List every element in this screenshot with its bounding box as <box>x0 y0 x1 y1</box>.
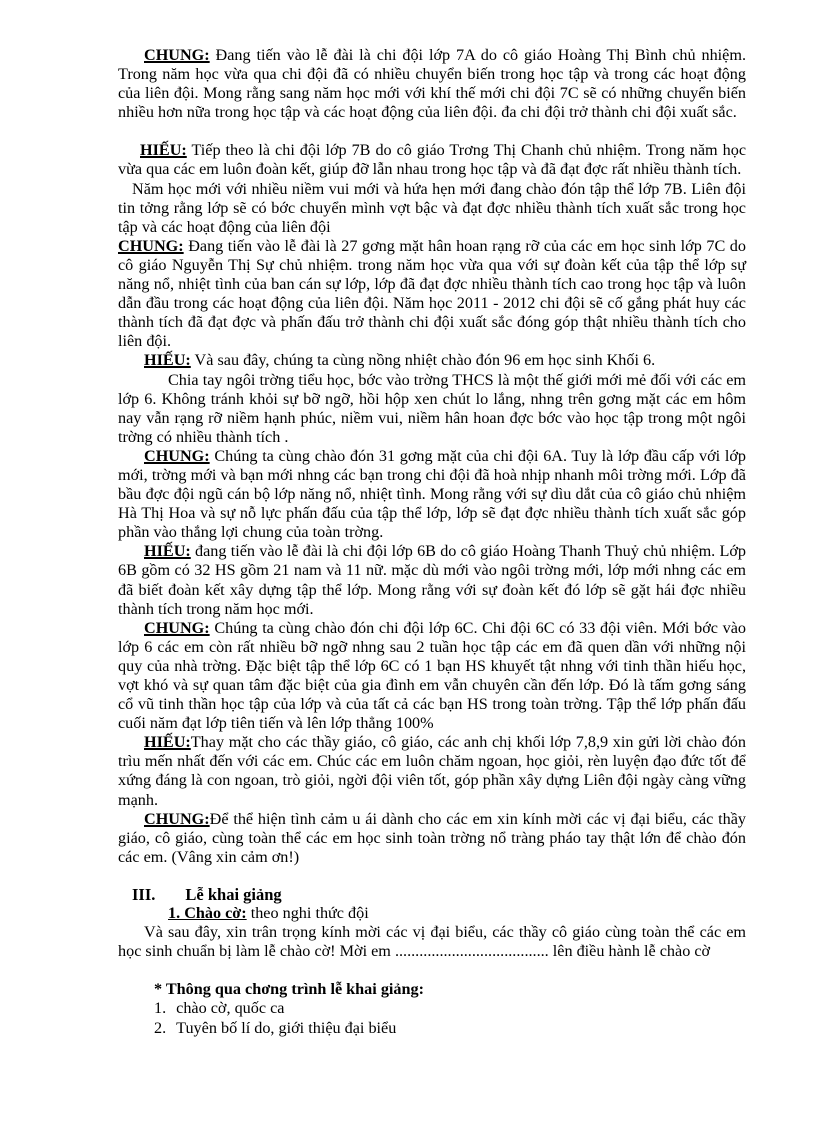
section-title: Lễ khai giảng <box>185 884 282 904</box>
paragraph-khoi6-intro <box>118 371 746 447</box>
paragraph-text: Và sau đây, xin trân trọng kính mời các vị đại biểu, các thầy cô giáo cùng toàn thể các em học sinh chuẩn bị làm lễ chào cờ! Mời em ...................................... lên điều hành lễ chào cờ <box>118 923 746 961</box>
paragraph-hieu-greeting <box>118 733 746 809</box>
section-heading <box>118 885 746 904</box>
speaker-label: CHUNG: <box>144 446 210 465</box>
paragraph-text: Chúng ta cùng chào đón 31 gơng mặt của chi đội 6A. Tuy là lớp đầu cấp với lớp mới, trờng mới và bạn mới nhng các bạn trong chi đội đã hoà nhịp nhanh môi trờng mới. Lớp đã bầu đợc đội ngũ cán bộ lớp năng nổ, nhiệt tình. Mong rằng với sự dìu dắt của cô giáo chủ nhiệm Hà Thị Hoa và sự nỗ lực phấn đấu của tập thể lớp, lớp sẽ đạt đợc nhiều thành tích xuất sắc góp phần vào thắng lợi chung của toàn trờng. <box>118 446 746 542</box>
paragraph-text: Đang tiến vào lễ đài là 27 gơng mặt hân hoan rạng rỡ của các em học sinh lớp 7C do cô giáo Nguyễn Thị Sự chủ nhiệm. trong năm học vừa qua với sự đoàn kết của tập thể lớp sự năng nổ, nhiệt tình của ban cán sự lớp, lớp đã đạt đợc nhiều thành tích cao trong học tập và luôn dẫn đầu trong các hoạt động của liên đội. Năm học 2011 - 2012 chi đội sẽ cố gắng phát huy các thành tích đã đạt đợc và phấn đấu trở thành chi đội xuất sắc đóng góp thật nhiều thành tích cho liên đội. <box>118 236 746 351</box>
paragraph-text: Năm học mới với nhiều niềm vui mới và hứa hẹn mới đang chào đón tập thể lớp 7B. Liên đội tin tởng rằng lớp sẽ có bớc chuyển mình vợt bậc và đạt đợc nhiều thành tích xuất sắc trong học tập và các hoạt động của liên đội <box>118 179 746 236</box>
paragraph-chung-applause <box>118 810 746 867</box>
speaker-label: HIẾU: <box>144 542 191 561</box>
list-item <box>154 1019 746 1038</box>
speaker-label: CHUNG: <box>144 46 210 64</box>
speaker-label: CHUNG: <box>118 236 184 255</box>
paragraph-text: Thay mặt cho các thầy giáo, cô giáo, các anh chị khối lớp 7,8,9 xin gửi lời chào đón trìu mến nhất đến với các em. Chúc các em luôn chăm ngoan, học giỏi, rèn luyện đạo đức tốt để xứng đáng là con ngoan, trò giỏi, ngời đội viên tốt, góp phần xây dựng Liên đội ngày càng vững mạnh. <box>118 733 746 809</box>
paragraph-chung-7c <box>118 237 746 352</box>
list-number: 1. <box>154 999 167 1018</box>
paragraph-text: Chúng ta cùng chào đón chi đội lớp 6C. Chi đội 6C có 33 đội viên. Mới bớc vào lớp 6 các em còn rất nhiều bỡ ngỡ nhng sau 2 tuần học tập các em đã quen dần với những nội quy của nhà trờng. Đặc biệt tập thể lớp 6C có 1 bạn HS khuyết tật nhng với tinh thần hiếu học, vợt khó và sự quan tâm đặc biệt của gia đình em vẫn chuyên cần đến lớp. Đó là tấm gơng sáng cổ vũ tinh thần học tập của lớp và của tất cả các bạn HS trong toàn trờng. Tập thể lớp phấn đấu cuối năm đạt lớp tiên tiến và lên lớp thẳng 100% <box>118 618 746 733</box>
speaker-label: HIẾU: <box>144 351 191 370</box>
paragraph-text: Đang tiến vào lễ đài là chi đội lớp 7A do cô giáo Hoàng Thị Bình chủ nhiệm. Trong năm học vừa qua chi đội đã có nhiều chuyển biến trong học tập và trong các hoạt động của liên đội. Mong rằng sang năm học mới với khí thế mới chi đội 7C sẽ có những chuyển biến nhiều hơn nữa trong học tập và các hoạt động của liên đội. đa chi đội trở thành chi đội xuất sắc. <box>118 46 746 122</box>
paragraph-text: đang tiến vào lễ đài là chi đội lớp 6B do cô giáo Hoàng Thanh Thuỷ chủ nhiệm. Lớp 6B gồm có 32 HS gồm 21 nam và 11 nữ. mặc dù mới vào ngôi trờng mới, lớp mới nhng các em đã biết đoàn kết xây dựng tập thể lớp. Mong rằng với sự đoàn kết đó lớp sẽ gặt hái đợc nhiều thành tích trong năm học mới. <box>118 542 746 618</box>
subsection-heading <box>118 904 746 923</box>
paragraph-chung-6a <box>118 447 746 542</box>
paragraph-chung-6c <box>118 619 746 734</box>
paragraph-hieu-6b <box>118 542 746 618</box>
list-text: chào cờ, quốc ca <box>176 999 285 1018</box>
subsection-label: 1. Chào cờ: <box>168 904 247 923</box>
speaker-label: HIẾU: <box>144 733 191 752</box>
speaker-label: CHUNG: <box>144 809 210 828</box>
subsection-text: theo nghi thức đội <box>246 904 369 923</box>
paragraph-chung-7a <box>118 46 746 122</box>
paragraph-text: Và sau đây, chúng ta cùng nồng nhiệt chào đón 96 em học sinh Khối 6. <box>190 351 656 370</box>
paragraph-ceremony <box>118 923 746 961</box>
document-page <box>118 46 746 1038</box>
programme-heading: * Thông qua chơng trình lễ khai giảng: <box>154 980 424 999</box>
paragraph-text: Chia tay ngôi trờng tiểu học, bớc vào trờng THCS là một thế giới mới mẻ đối với các em lớp 6. Không tránh khỏi sự bỡ ngỡ, hồi hộp xen chút lo lắng, nhng trên gơng mặt các em hôm nay vẫn rạng rỡ niềm hạnh phúc, niềm vui, niềm hân hoan đợc bớc vào học tập trong một ngôi trờng có nhiều thành tích . <box>118 370 746 446</box>
list-text: Tuyên bố lí do, giới thiệu đại biểu <box>176 1018 397 1037</box>
speaker-label: CHUNG: <box>144 618 210 637</box>
paragraph-hieu-khoi6 <box>118 351 746 370</box>
programme-list <box>118 999 746 1037</box>
paragraph-text: Tiếp theo là chi đội lớp 7B do cô giáo Trơng Thị Chanh chủ nhiệm. Trong năm học vừa qua các em luôn đoàn kết, giúp đỡ lẫn nhau trong học tập và đã đạt đợc rất nhiều thành tích. <box>118 141 746 179</box>
paragraph-7b-wishes <box>118 180 746 237</box>
speaker-label: HIẾU: <box>140 141 187 160</box>
paragraph-hieu-7b <box>118 141 746 179</box>
list-number: 2. <box>154 1018 167 1037</box>
paragraph-text: Để thể hiện tình cảm u ái dành cho các em xin kính mời các vị đại biểu, các thầy giáo, cô giáo, cùng toàn thể các em học sinh toàn trờng nổ tràng pháo tay thật lớn để chào đón các em. (Vâng xin cảm ơn!) <box>118 809 746 866</box>
list-item <box>154 999 746 1018</box>
section-numeral: III. <box>132 884 156 904</box>
